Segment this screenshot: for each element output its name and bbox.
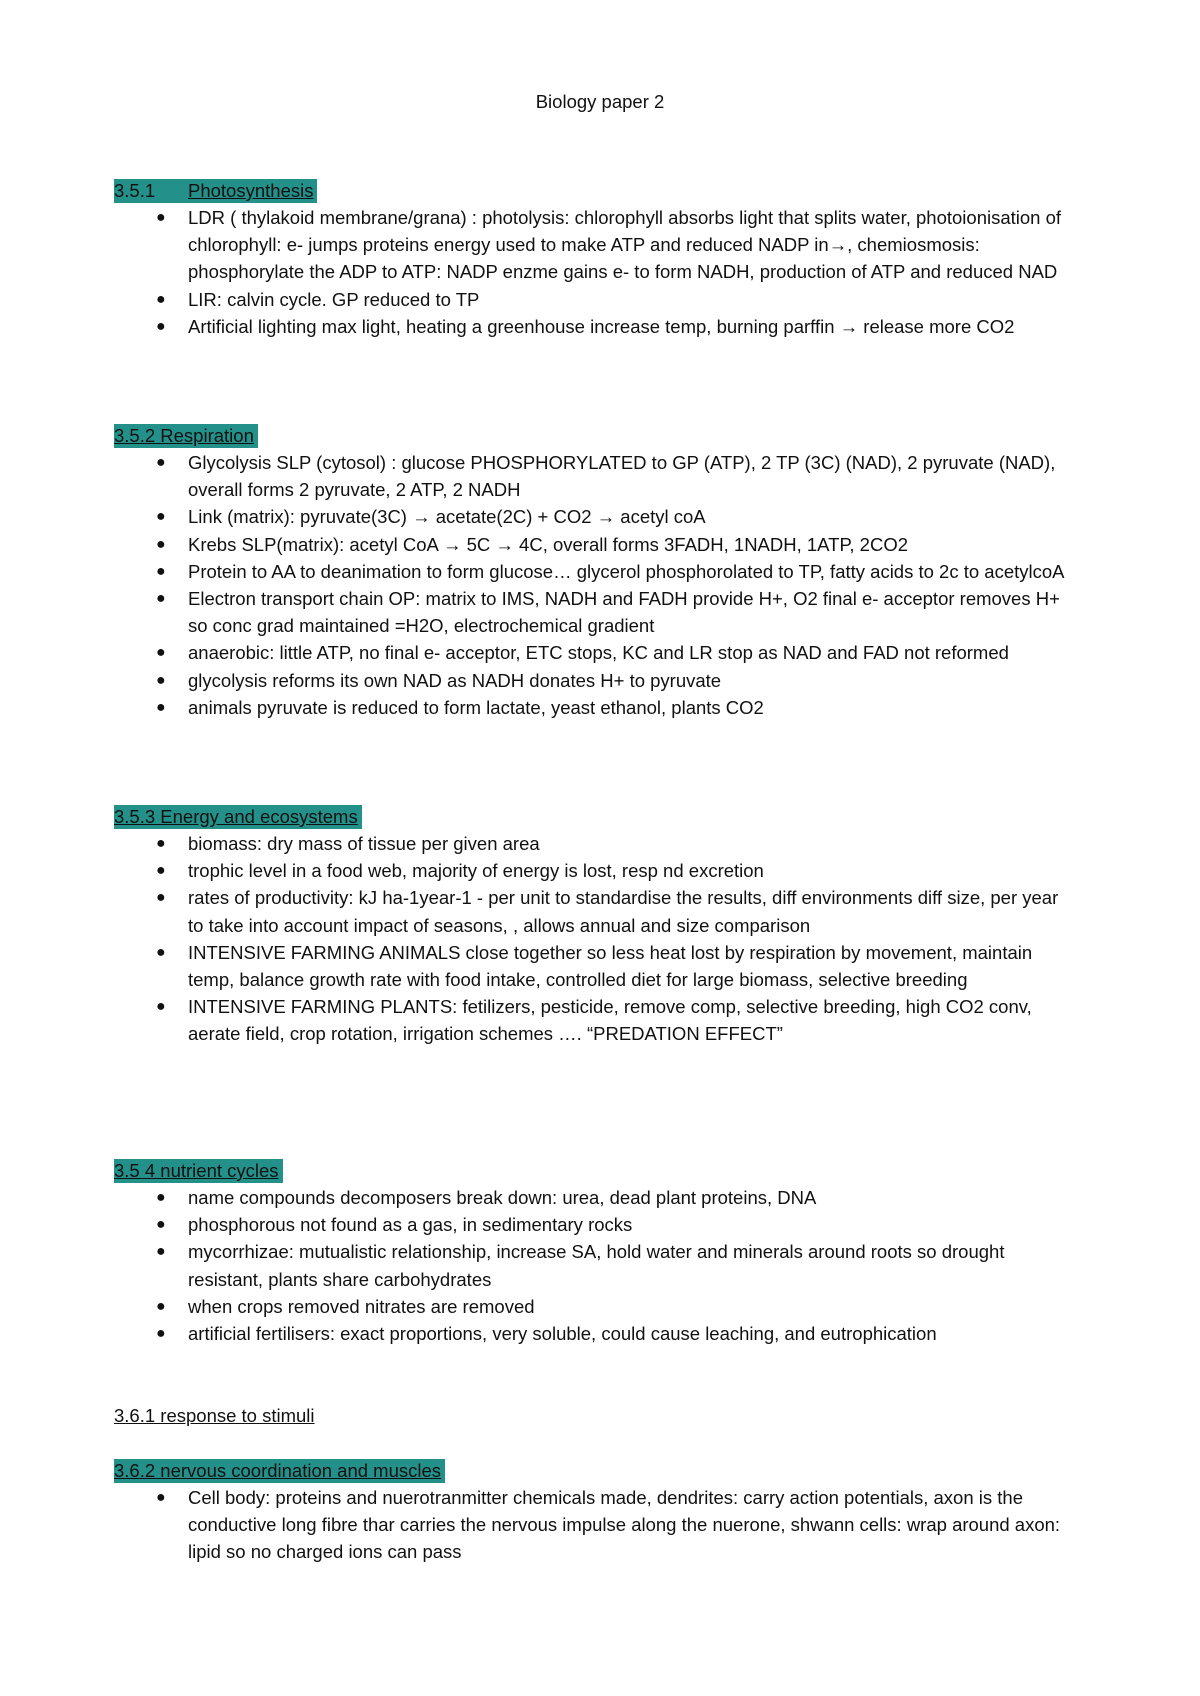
list-item: ● LDR ( thylakoid membrane/grana) : photolysis: chlorophyll absorbs light that splits water, photoionisation of chlorophyll: e- jumps proteins energy used to make ATP and reduced NADP in→, chemiosmosis: phosphorylate the ADP to ATP: NADP enzme gains e- to form NADH, production of ATP and reduced NAD [114, 204, 1074, 286]
bullet-icon: ● [156, 1216, 166, 1234]
list-item: ● anaerobic: little ATP, no final e- acceptor, ETC stops, KC and LR stop as NAD and FAD not reformed [114, 639, 1074, 666]
bullet-icon: ● [156, 454, 166, 471]
list-item: ● Electron transport chain OP: matrix to IMS, NADH and FADH provide H+, O2 final e- acceptor removes H+ so conc grad maintained =H2O, electrochemical gradient [114, 585, 1074, 639]
bullet-icon: ● [156, 698, 166, 716]
list-item: ● name compounds decomposers break down: urea, dead plant proteins, DNA [114, 1184, 1074, 1211]
section-photosynthesis [114, 179, 1074, 340]
list-item: ● Cell body: proteins and nuerotranmitter chemicals made, dendrites: carry action potentials, axon is the conductive long fibre thar carries the nervous impulse along the nuerone, shwann cells: wrap around axon: lipid so no charged ions can pass [114, 1484, 1074, 1566]
section-heading [114, 179, 317, 203]
bullet-icon: ● [156, 508, 166, 526]
bullet-icon: ● [156, 943, 166, 961]
list-item: ● Link (matrix): pyruvate(3C) → acetate(2C) + CO2 → acetyl coA [114, 503, 1074, 530]
section-heading: 3.6.2 nervous coordination and muscles [114, 1459, 445, 1483]
list-item: ● mycorrhizae: mutualistic relationship, increase SA, hold water and minerals around roots so drought resistant, plants share carbohydrates [114, 1238, 1074, 1292]
bullet-icon: ● [156, 590, 166, 608]
section-response-stimuli [114, 1404, 1074, 1428]
bullet-icon: ● [156, 889, 166, 907]
bullet-list [114, 830, 1074, 1048]
bullet-icon: ● [156, 644, 166, 662]
bullet-icon: ● [156, 835, 166, 852]
list-item: ● INTENSIVE FARMING PLANTS: fetilizers, pesticide, remove comp, selective breeding, high CO2 conv, aerate field, crop rotation, irrigation schemes …. “PREDATION EFFECT” [114, 993, 1074, 1047]
section-heading: 3.5 4 nutrient cycles [114, 1159, 283, 1183]
bullet-icon: ● [156, 671, 166, 689]
section-respiration [114, 424, 1074, 721]
bullet-icon: ● [156, 1489, 166, 1506]
bullet-icon: ● [156, 1243, 166, 1261]
bullet-list [114, 449, 1074, 721]
bullet-icon: ● [156, 317, 166, 335]
bullet-icon: ● [156, 1325, 166, 1343]
section-heading: 3.5.3 Energy and ecosystems [114, 805, 362, 829]
list-item: ● Artificial lighting max light, heating a greenhouse increase temp, burning parffin → release more CO2 [114, 313, 1074, 340]
list-item: ● rates of productivity: kJ ha-1year-1 - per unit to standardise the results, diff environments diff size, per year to take into account impact of seasons, , allows annual and size comparison [114, 884, 1074, 938]
bullet-list [114, 1484, 1074, 1566]
list-item: ● trophic level in a food web, majority of energy is lost, resp nd excretion [114, 857, 1074, 884]
bullet-icon: ● [156, 1189, 166, 1206]
list-item: ● animals pyruvate is reduced to form lactate, yeast ethanol, plants CO2 [114, 694, 1074, 721]
section-nervous-coordination [114, 1459, 1074, 1566]
list-item: ● phosphorous not found as a gas, in sedimentary rocks [114, 1211, 1074, 1238]
section-energy-ecosystems [114, 805, 1074, 1048]
document-title: Biology paper 2 [535, 91, 665, 112]
bullet-icon: ● [156, 535, 166, 553]
section-number: 3.5.1 [114, 180, 156, 201]
bullet-list [114, 1184, 1074, 1347]
list-item: ● Protein to AA to deanimation to form glucose… glycerol phosphorolated to TP, fatty acids to 2c to acetylcoA [114, 558, 1074, 585]
list-item: ● biomass: dry mass of tissue per given area [114, 830, 1074, 857]
section-nutrient-cycles [114, 1159, 1074, 1347]
section-heading: 3.6.1 response to stimuli [114, 1405, 315, 1426]
list-item: ● when crops removed nitrates are removed [114, 1293, 1074, 1320]
list-item: ● LIR: calvin cycle. GP reduced to TP [114, 286, 1074, 313]
bullet-icon: ● [156, 209, 166, 226]
list-item: ● artificial fertilisers: exact proportions, very soluble, could cause leaching, and eutrophication [114, 1320, 1074, 1347]
bullet-icon: ● [156, 562, 166, 580]
list-item: ● Glycolysis SLP (cytosol) : glucose PHOSPHORYLATED to GP (ATP), 2 TP (3C) (NAD), 2 pyruvate (NAD), overall forms 2 pyruvate, 2 ATP, 2 NADH [114, 449, 1074, 503]
list-item: ● glycolysis reforms its own NAD as NADH donates H+ to pyruvate [114, 667, 1074, 694]
bullet-list [114, 204, 1074, 340]
section-heading: 3.5.2 Respiration [114, 424, 258, 448]
bullet-icon: ● [156, 862, 166, 880]
bullet-icon: ● [156, 1297, 166, 1315]
section-title: Photosynthesis [188, 180, 314, 201]
bullet-icon: ● [156, 998, 166, 1016]
list-item: ● INTENSIVE FARMING ANIMALS close together so less heat lost by respiration by movement, maintain temp, balance growth rate with food intake, controlled diet for large biomass, selective breeding [114, 939, 1074, 993]
bullet-icon: ● [156, 290, 166, 308]
list-item: ● Krebs SLP(matrix): acetyl CoA → 5C → 4C, overall forms 3FADH, 1NADH, 1ATP, 2CO2 [114, 531, 1074, 558]
